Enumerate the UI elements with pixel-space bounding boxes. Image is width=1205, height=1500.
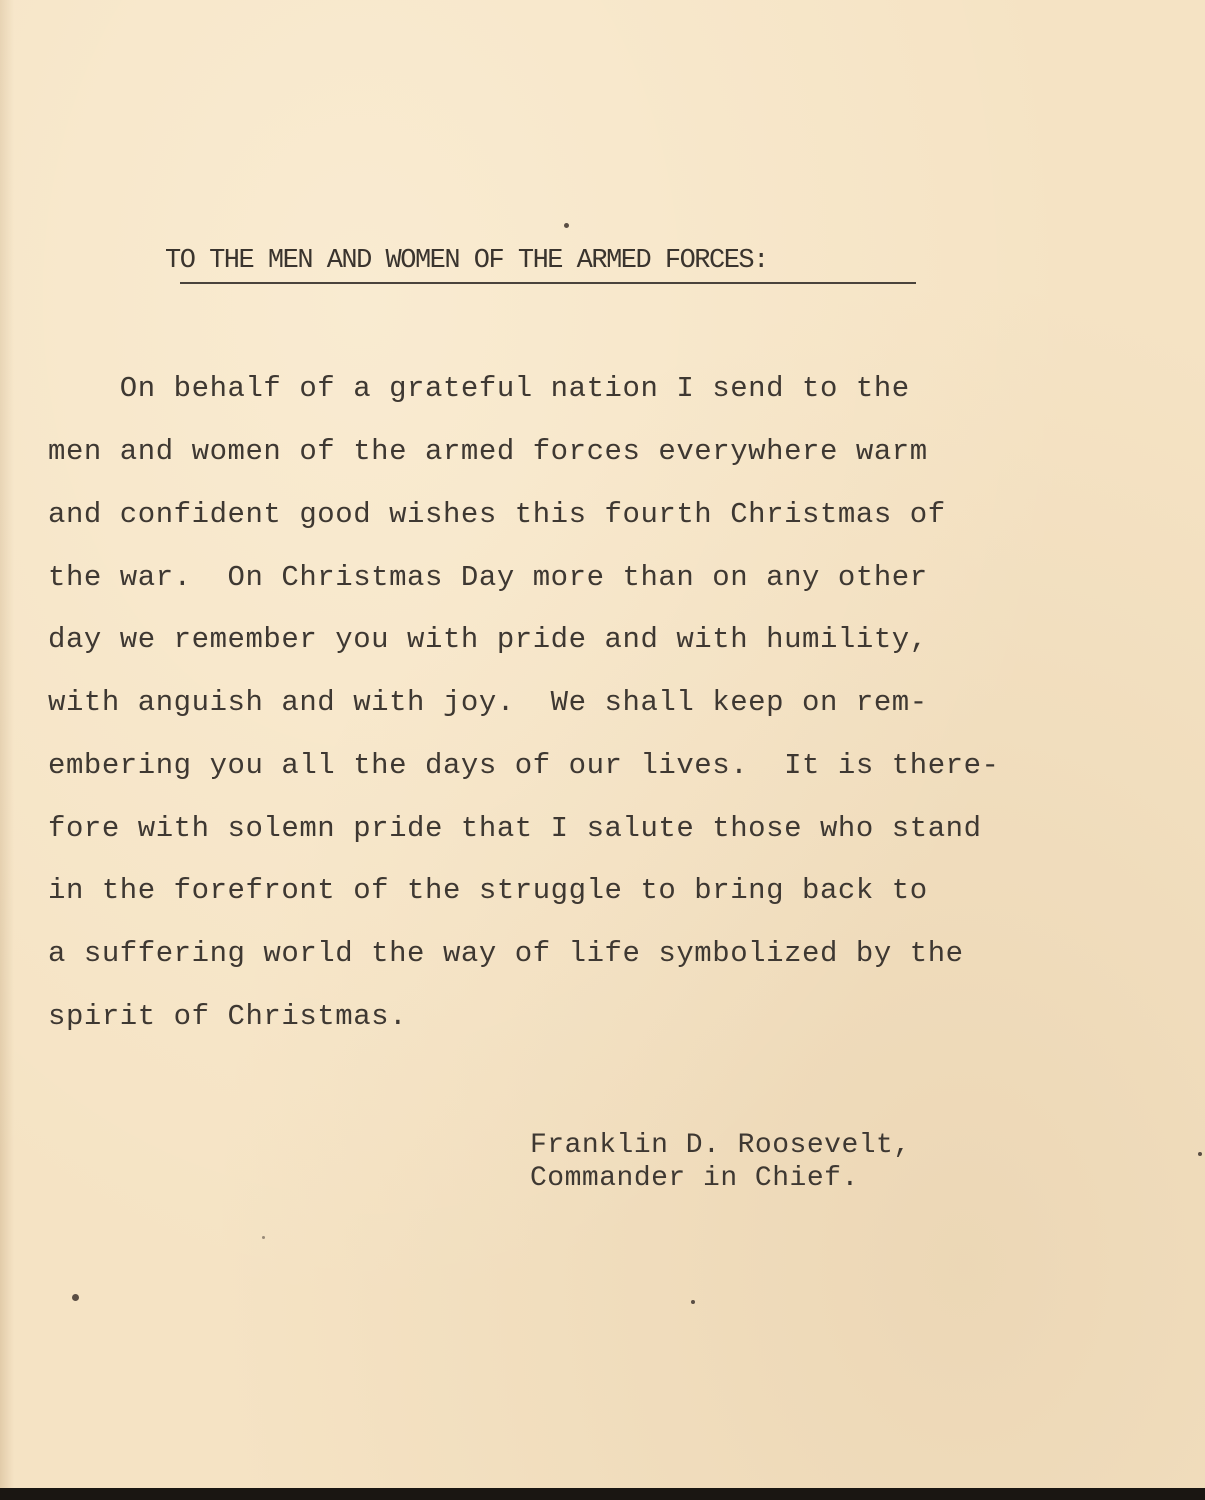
letter-heading: TO THE MEN AND WOMEN OF THE ARMED FORCES: — [165, 246, 768, 276]
body-line-4: the war. On Christmas Day more than on any other — [48, 561, 928, 594]
ink-speck — [1198, 1152, 1202, 1156]
signature-title: Commander in Chief. — [530, 1163, 859, 1194]
body-line-1: On behalf of a grateful nation I send to the — [48, 372, 910, 405]
ink-speck — [691, 1300, 695, 1304]
body-line-7: embering you all the days of our lives. It is there- — [48, 749, 1000, 782]
ink-speck — [262, 1236, 265, 1239]
body-line-2: men and women of the armed forces everywhere warm — [48, 435, 928, 468]
scan-bottom-edge — [0, 1488, 1205, 1500]
body-line-8: fore with solemn pride that I salute those who stand — [48, 812, 982, 845]
heading-underline — [180, 282, 916, 284]
body-line-11: spirit of Christmas. — [48, 1000, 408, 1033]
body-line-6: with anguish and with joy. We shall keep on rem- — [48, 686, 928, 719]
body-line-10: a suffering world the way of life symbolized by the — [48, 937, 964, 970]
signature-name: Franklin D. Roosevelt, — [530, 1130, 911, 1161]
body-line-5: day we remember you with pride and with humility, — [48, 623, 928, 656]
ink-speck — [72, 1294, 79, 1301]
body-line-9: in the forefront of the struggle to bring back to — [48, 874, 928, 907]
body-line-3: and confident good wishes this fourth Christmas of — [48, 498, 946, 531]
ink-speck — [564, 223, 569, 228]
